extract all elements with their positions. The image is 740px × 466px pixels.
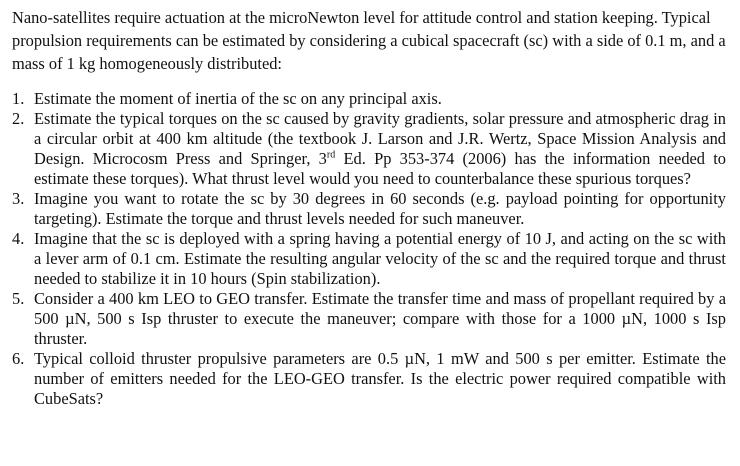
question-item-1 [12, 89, 726, 109]
question-text-continued: Ed. Pp 353-374 (2006) has the information needed to estimate these torques). What thrust level would you need to counterbalance these spurious torques? [34, 149, 727, 188]
question-text: Imagine you want to rotate the sc by 30 degrees in 60 seconds (e.g. payload pointing for opportunity targeting). Estimate the torque and thrust levels needed for such maneuver. [34, 189, 726, 228]
question-item-5 [12, 289, 726, 349]
question-number: 1. [12, 89, 25, 108]
question-text: Estimate the moment of inertia of the sc on any principal axis. [34, 89, 442, 108]
question-number: 6. [12, 349, 25, 368]
question-number: 3. [12, 189, 25, 208]
question-item-2 [12, 109, 727, 189]
question-list [12, 89, 726, 409]
question-text: Estimate the typical torques on the sc caused by gravity gradients, solar pressure and atmospheric drag in a circular orbit at 400 km altitude (the textbook J. Larson and J.R. Wertz, Space Mission Analysis and Design. Microcosm Press and Springer, 3 [34, 109, 726, 168]
question-number: 5. [12, 289, 25, 308]
question-number: 2. [12, 109, 25, 128]
question-text: Imagine that the sc is deployed with a spring having a potential energy of 10 J, and acting on the sc with a lever arm of 0.1 cm. Estimate the resulting angular velocity of the sc and the required torque and thrust needed to stabilize it in 10 hours (Spin stabilization). [34, 229, 726, 288]
intro-paragraph: Nano-satellites require actuation at the microNewton level for attitude control and station keeping. Typical propulsion requirements can be estimated by considering a cubical spacecraft (sc) with a side of 0.1 m, and a mass of 1 kg homogeneously distributed: [12, 8, 726, 73]
question-number: 4. [12, 229, 25, 248]
question-item-6 [12, 349, 726, 409]
question-text: Typical colloid thruster propulsive parameters are 0.5 µN, 1 mW and 500 s per emitter. Estimate the number of emitters needed for the LEO-GEO transfer. Is the electric power required compatible with CubeSats? [34, 349, 726, 408]
question-item-4 [12, 229, 726, 289]
ordinal-superscript: rd [326, 149, 336, 161]
question-item-3 [12, 189, 726, 229]
question-text: Consider a 400 km LEO to GEO transfer. Estimate the transfer time and mass of propellant required by a 500 µN, 500 s Isp thruster to execute the maneuver; compare with those for a 1000 µN, 1000 s Isp thruster. [34, 289, 726, 348]
